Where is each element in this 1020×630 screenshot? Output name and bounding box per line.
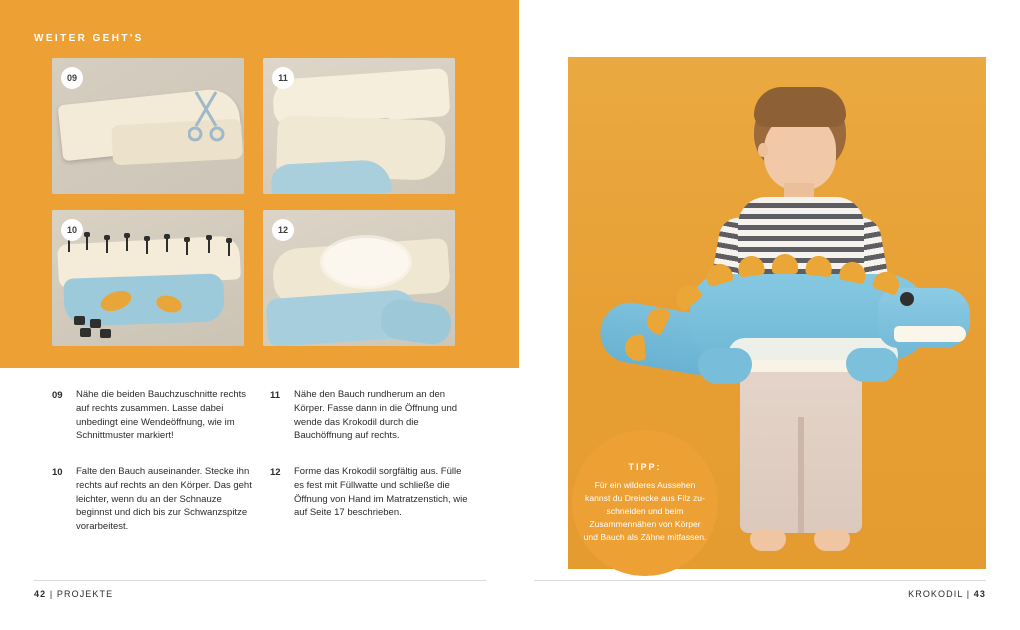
step-number: 09: [52, 389, 63, 401]
instructions-column-left: [52, 388, 252, 556]
step-text: Nähe den Bauch rundherum an den Körper. Fasse dann in die Öffnung und wende das Krokodil durch die Bauchöffnung auf rechts.: [294, 389, 458, 442]
instruction-step: [52, 388, 252, 443]
photo-badge: 09: [61, 67, 83, 89]
photo-badge: 12: [272, 219, 294, 241]
scissors-icon: [188, 86, 228, 146]
step-text: Falte den Bauch auseinander. Stecke ihn rechts auf rechts an den Körper. Das geht leichter, wenn du an der Schnauze beginnst und dich bis zur Schwanzspitze vorarbeitest.: [76, 466, 252, 533]
photo-badge: 10: [61, 219, 83, 241]
crocodile-plush: [578, 252, 978, 412]
tip-text: Für ein wilderes Aussehen kannst du Dreiecke aus Filz zuschneiden und beim Zusammennähen von Körper und Bauch als Zähne mitfassen.: [583, 480, 707, 542]
instructions-column-right: [270, 388, 470, 556]
instruction-step: [52, 465, 252, 534]
instruction-step: [270, 388, 470, 443]
folio-label-right: KROKODIL: [908, 589, 964, 599]
instruction-step: [270, 465, 470, 520]
footer-rule-left: [34, 580, 486, 581]
photo-badge: 11: [272, 67, 294, 89]
step-text: Nähe die beiden Bauchzuschnitte rechts auf rechts zusammen. Lasse dabei unbedingt eine Wendeöffnung, wie im Schnittmuster markiert!: [76, 389, 247, 442]
step-photo-grid: [52, 58, 455, 346]
footer-rule-right: [534, 580, 986, 581]
folio-separator-right: |: [966, 589, 971, 599]
photo-step-12: [263, 210, 455, 346]
page-number-left: 42: [34, 589, 47, 599]
folio-separator-left: |: [49, 589, 54, 599]
instructions-block: [52, 388, 472, 556]
tip-title: TIPP:: [628, 462, 662, 473]
folio-right: [908, 589, 986, 599]
step-number: 11: [270, 389, 281, 401]
step-number: 10: [52, 466, 63, 478]
step-text: Forme das Krokodil sorgfältig aus. Fülle es fest mit Füllwatte und schließe die Öffnung von Hand im Matratzenstich, wie auf Seite 17 beschrieben.: [294, 466, 468, 519]
photo-step-10: [52, 210, 244, 346]
tip-callout: [572, 430, 718, 576]
page-number-right: 43: [973, 589, 986, 599]
clips-group: [74, 316, 124, 338]
folio-left: [34, 589, 113, 599]
pins-group: [62, 232, 238, 258]
section-kicker: WEITER GEHT'S: [34, 33, 144, 44]
folio-label-left: PROJEKTE: [56, 589, 114, 599]
photo-step-11: [263, 58, 455, 194]
step-number: 12: [270, 466, 281, 478]
photo-step-09: [52, 58, 244, 194]
